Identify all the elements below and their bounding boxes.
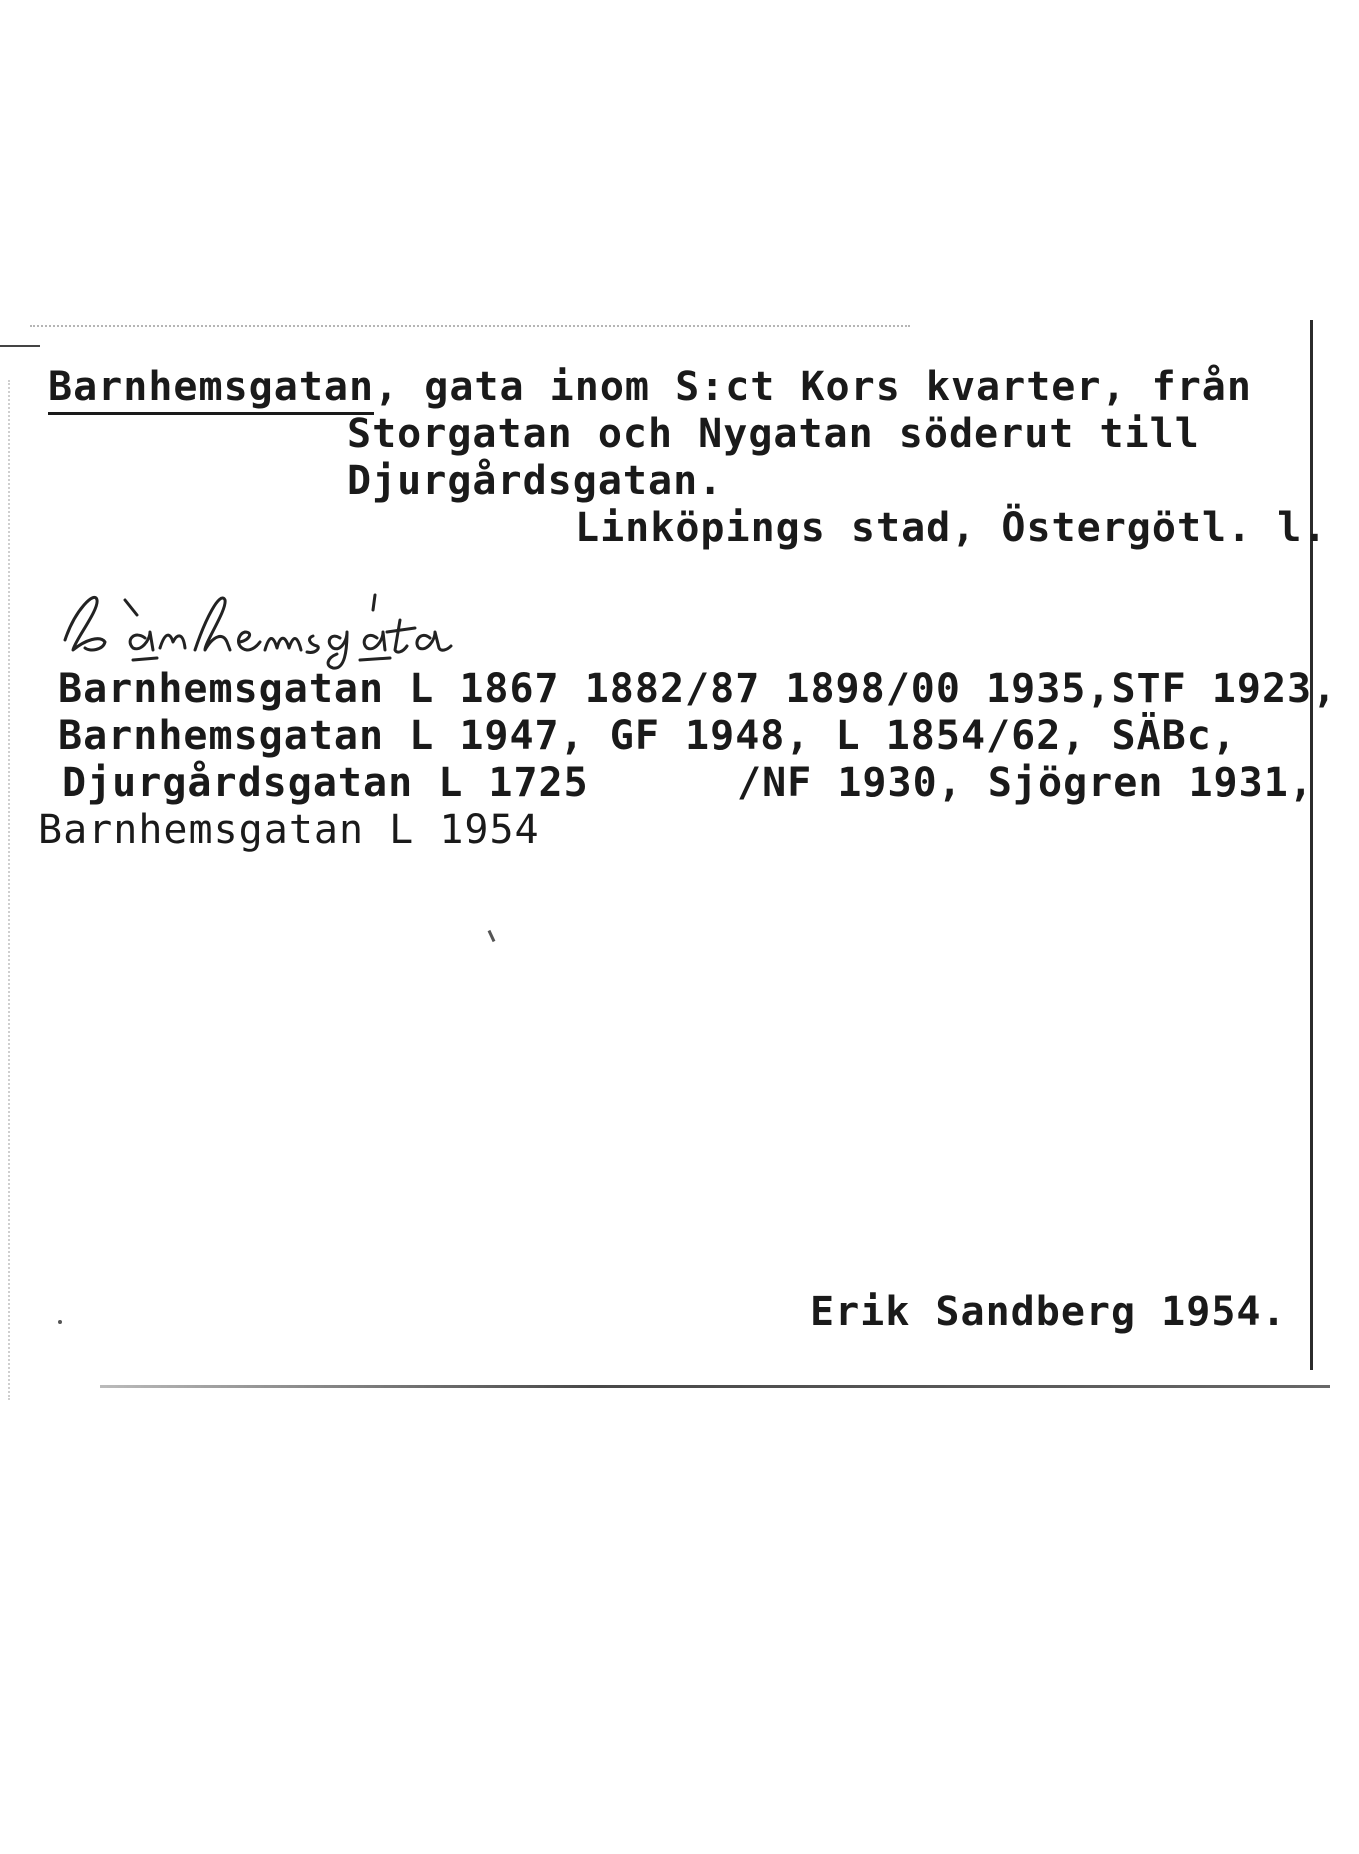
scan-edge: [8, 380, 10, 1400]
definition-line-1: , gata inom S:ct Kors kvarter, från: [374, 364, 1252, 410]
headword: Barnhemsgatan: [48, 364, 374, 415]
headword-line: [48, 365, 1252, 409]
definition-line-3: Djurgårdsgatan.: [347, 458, 724, 504]
signature: Erik Sandberg 1954.: [810, 1289, 1287, 1335]
source-line-1: Barnhemsgatan L 1867 1882/87 1898/00 1935,STF 1923,: [58, 666, 1338, 712]
source-line-3: Djurgårdsgatan L 1725: [62, 760, 589, 806]
source-line-2: Barnhemsgatan L 1947, GF 1948, L 1854/62, SÄBc,: [58, 713, 1237, 759]
source-line-5: Barnhemsgatan L 1954: [38, 807, 540, 853]
definition-line-2: Storgatan och Nygatan söderut till: [347, 411, 1200, 457]
source-line-4: /NF 1930, Sjögren 1931,: [737, 760, 1314, 806]
stray-dot: [58, 1320, 62, 1324]
card-bottom-edge: [100, 1385, 1330, 1388]
location-line: Linköpings stad, Östergötl. l.: [575, 505, 1328, 551]
phonetic-handwriting: [55, 570, 655, 670]
